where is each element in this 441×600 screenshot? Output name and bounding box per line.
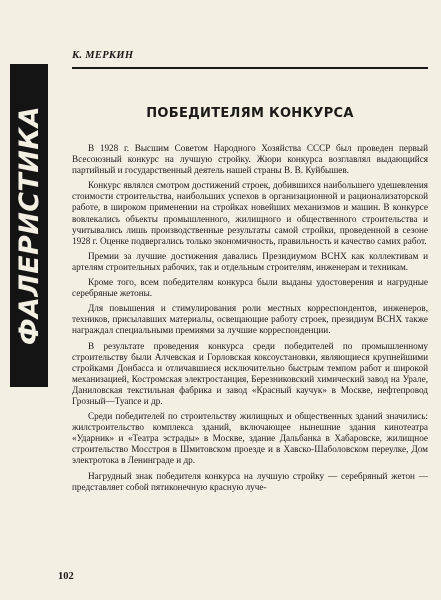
paragraph: В результате проведения конкурса среди победителей по промышленному строительству были Алчевская и Горловская коксоустановки, являющиеся крупнейшими стройками Донбасса и отличавшиеся исключительно быстрым темпом работ и широкой механизацией, Костромская электростанция, Березниковский химический завод на Урале, Даниловская текстильная фабрика и завод «Красный каучук» в Москве, нефтепровод Грозный—Туапсе и др.	[72, 340, 428, 406]
author-name: К. МЕРКИН	[72, 50, 134, 61]
page-number: 102	[58, 571, 74, 582]
section-sidebar	[10, 64, 48, 387]
paragraph: Кроме того, всем победителям конкурса были выданы удостоверения и нагрудные серебряные жетоны.	[72, 277, 428, 299]
paragraph: Конкурс являлся смотром достижений строек, добившихся наибольшего удешевления стоимости строительства, наибольших успехов в организационной и рационализаторской работе, в широком применении на стройках новейших механизмов и машин. В конкурсе вовлекались объекты промышленного, жилищного и общественного строительства и учитывались лишь производственные результаты самой стройки, проведенной в сезоне 1928 г. Оценке подвергались только экономичность, правильность и качество самих работ.	[72, 180, 428, 246]
section-label: ФАЛЕРИСТИКА	[13, 105, 45, 346]
header-rule	[72, 67, 428, 69]
article-body	[72, 143, 428, 497]
paragraph: В 1928 г. Высшим Советом Народного Хозяйства СССР был проведен первый Всесоюзный конкурс на лучшую стройку. Жюри конкурса возглавлял выдающийся партийный и государственный деятель нашей страны В. В. Куйбышев.	[72, 143, 428, 176]
article-title: ПОБЕДИТЕЛЯМ КОНКУРСА	[146, 106, 354, 121]
paragraph: Нагрудный знак победителя конкурса на лучшую стройку — серебряный жетон — представляет собой пятиконечную красную луче-	[72, 470, 428, 492]
paragraph: Среди победителей по строительству жилищных и общественных зданий значились: жилстроительство комплекса зданий, включающее нынешние здания кинотеатра «Ударник» и «Театра эстрады» в Москве, здание Дальбанка в Хабаровске, жилищное строительство Мосстроя в Шмитовском проезде и в Хавско-Шаболовском переулке, Дом электротока в Ленинграде и др.	[72, 411, 428, 466]
paragraph: Для повышения и стимулирования роли местных корреспондентов, инженеров, техников, присылавших материалы, освещающие работу строек, президиум ВСНХ также награждал специальными премиями за лучшие корреспонденции.	[72, 303, 428, 336]
paragraph: Премии за лучшие достижения давались Президиумом ВСНХ как коллективам и артелям строительных рабочих, так и отдельным строителям, инженерам и техникам.	[72, 250, 428, 272]
